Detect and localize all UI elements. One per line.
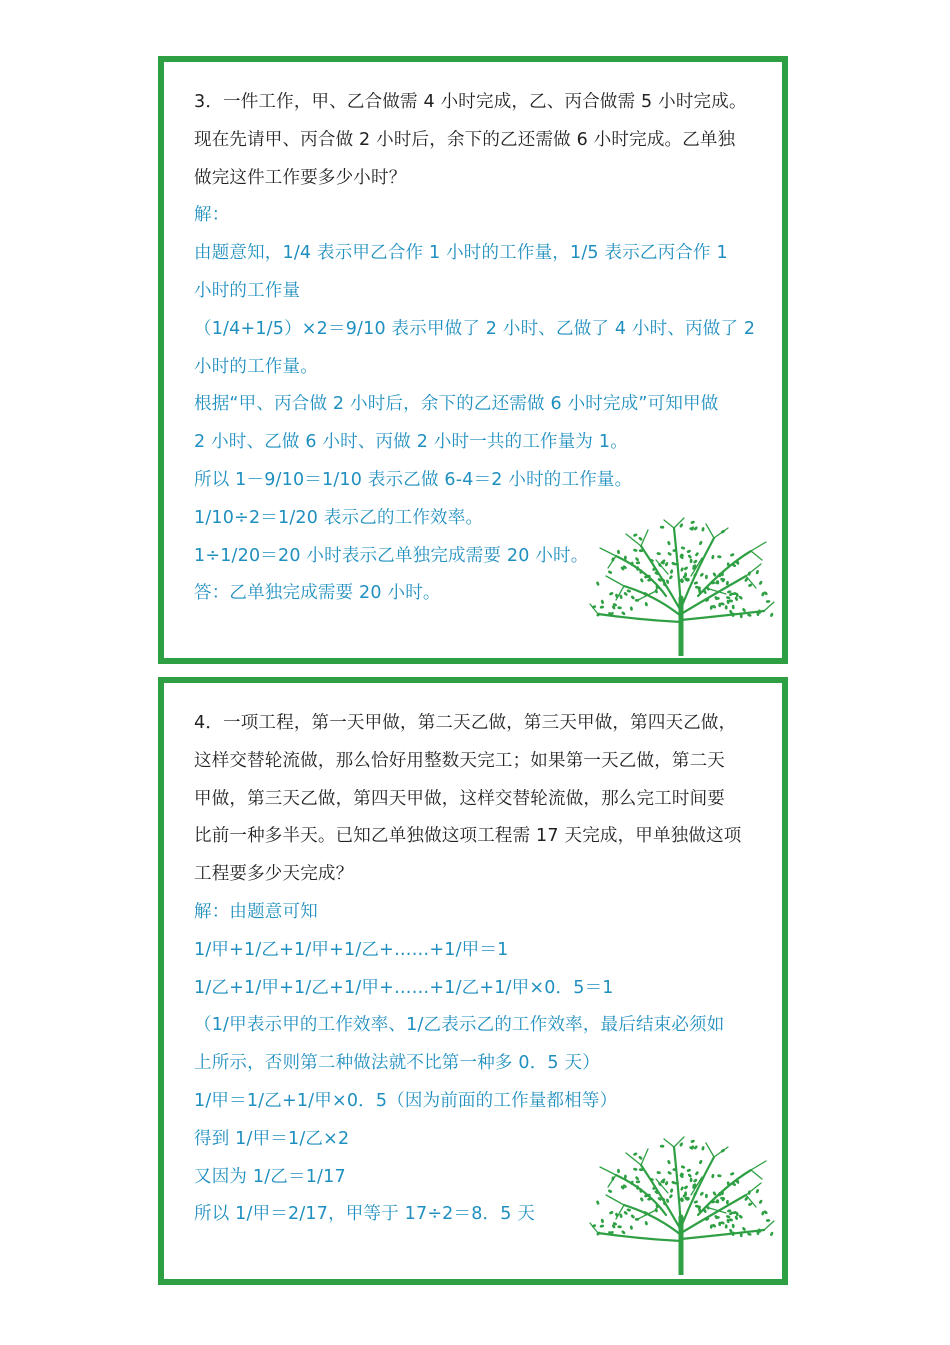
question-line: 这样交替轮流做，那么恰好用整数天完工；如果第一天乙做，第二天 <box>194 750 725 771</box>
answer-line: （1/4+1/5）×2＝9/10 表示甲做了 2 小时、乙做了 4 小时、丙做了 2 <box>194 318 756 339</box>
answer-line: 所以 1/甲＝2/17，甲等于 17÷2＝8．5 天 <box>194 1204 536 1225</box>
question-line: 比前一种多半天。已知乙单独做这项工程需 17 天完成，甲单独做这项 <box>194 826 742 847</box>
problem-3-card <box>158 56 788 664</box>
answer-line: 又因为 1/乙＝1/17 <box>194 1166 346 1187</box>
answer-line: 根据“甲、丙合做 2 小时后，余下的乙还需做 6 小时完成”可知甲做 <box>194 394 719 415</box>
question-line: 3．一件工作，甲、乙合做需 4 小时完成，乙、丙合做需 5 小时完成。 <box>194 92 747 112</box>
answer-line: 1/乙+1/甲+1/乙+1/甲+……+1/乙+1/甲×0．5＝1 <box>194 977 614 998</box>
answer-line: （1/甲表示甲的工作效率、1/乙表示乙的工作效率，最后结束必须如 <box>194 1015 725 1036</box>
question-line: 工程要多少天完成？ <box>194 864 354 885</box>
tree-icon <box>586 1135 776 1275</box>
question-line: 甲做，第三天乙做，第四天甲做，这样交替轮流做，那么完工时间要 <box>194 788 725 809</box>
answer-line: 由题意知，1/4 表示甲乙合作 1 小时的工作量，1/5 表示乙丙合作 1 <box>194 243 728 264</box>
question-line: 做完这件工作要多少小时？ <box>194 167 407 188</box>
answer-line: 1/甲+1/乙+1/甲+1/乙+……+1/甲＝1 <box>194 939 509 960</box>
answer-line: 解：由题意可知 <box>194 901 318 922</box>
answer-line: 上所示，否则第二种做法就不比第一种多 0．5 天） <box>194 1053 600 1074</box>
answer-line: 解： <box>194 205 230 226</box>
answer-line: 1÷1/20＝20 小时表示乙单独完成需要 20 小时。 <box>194 545 589 566</box>
problem-4-card <box>158 677 788 1285</box>
question-line: 4．一项工程，第一天甲做，第二天乙做，第三天甲做，第四天乙做， <box>194 713 737 733</box>
answer-line: 答：乙单独完成需要 20 小时。 <box>194 583 441 604</box>
answer-line: 小时的工作量。 <box>194 356 318 377</box>
question-line: 现在先请甲、丙合做 2 小时后，余下的乙还需做 6 小时完成。乙单独 <box>194 129 736 150</box>
tree-icon <box>586 516 776 656</box>
answer-line: 得到 1/甲＝1/乙×2 <box>194 1128 350 1149</box>
answer-line: 小时的工作量 <box>194 280 301 301</box>
answer-line: 所以 1－9/10＝1/10 表示乙做 6-4＝2 小时的工作量。 <box>194 469 633 490</box>
answer-line: 2 小时、乙做 6 小时、丙做 2 小时一共的工作量为 1。 <box>194 432 628 453</box>
answer-line: 1/10÷2＝1/20 表示乙的工作效率。 <box>194 507 484 528</box>
answer-line: 1/甲＝1/乙+1/甲×0．5（因为前面的工作量都相等） <box>194 1090 618 1111</box>
